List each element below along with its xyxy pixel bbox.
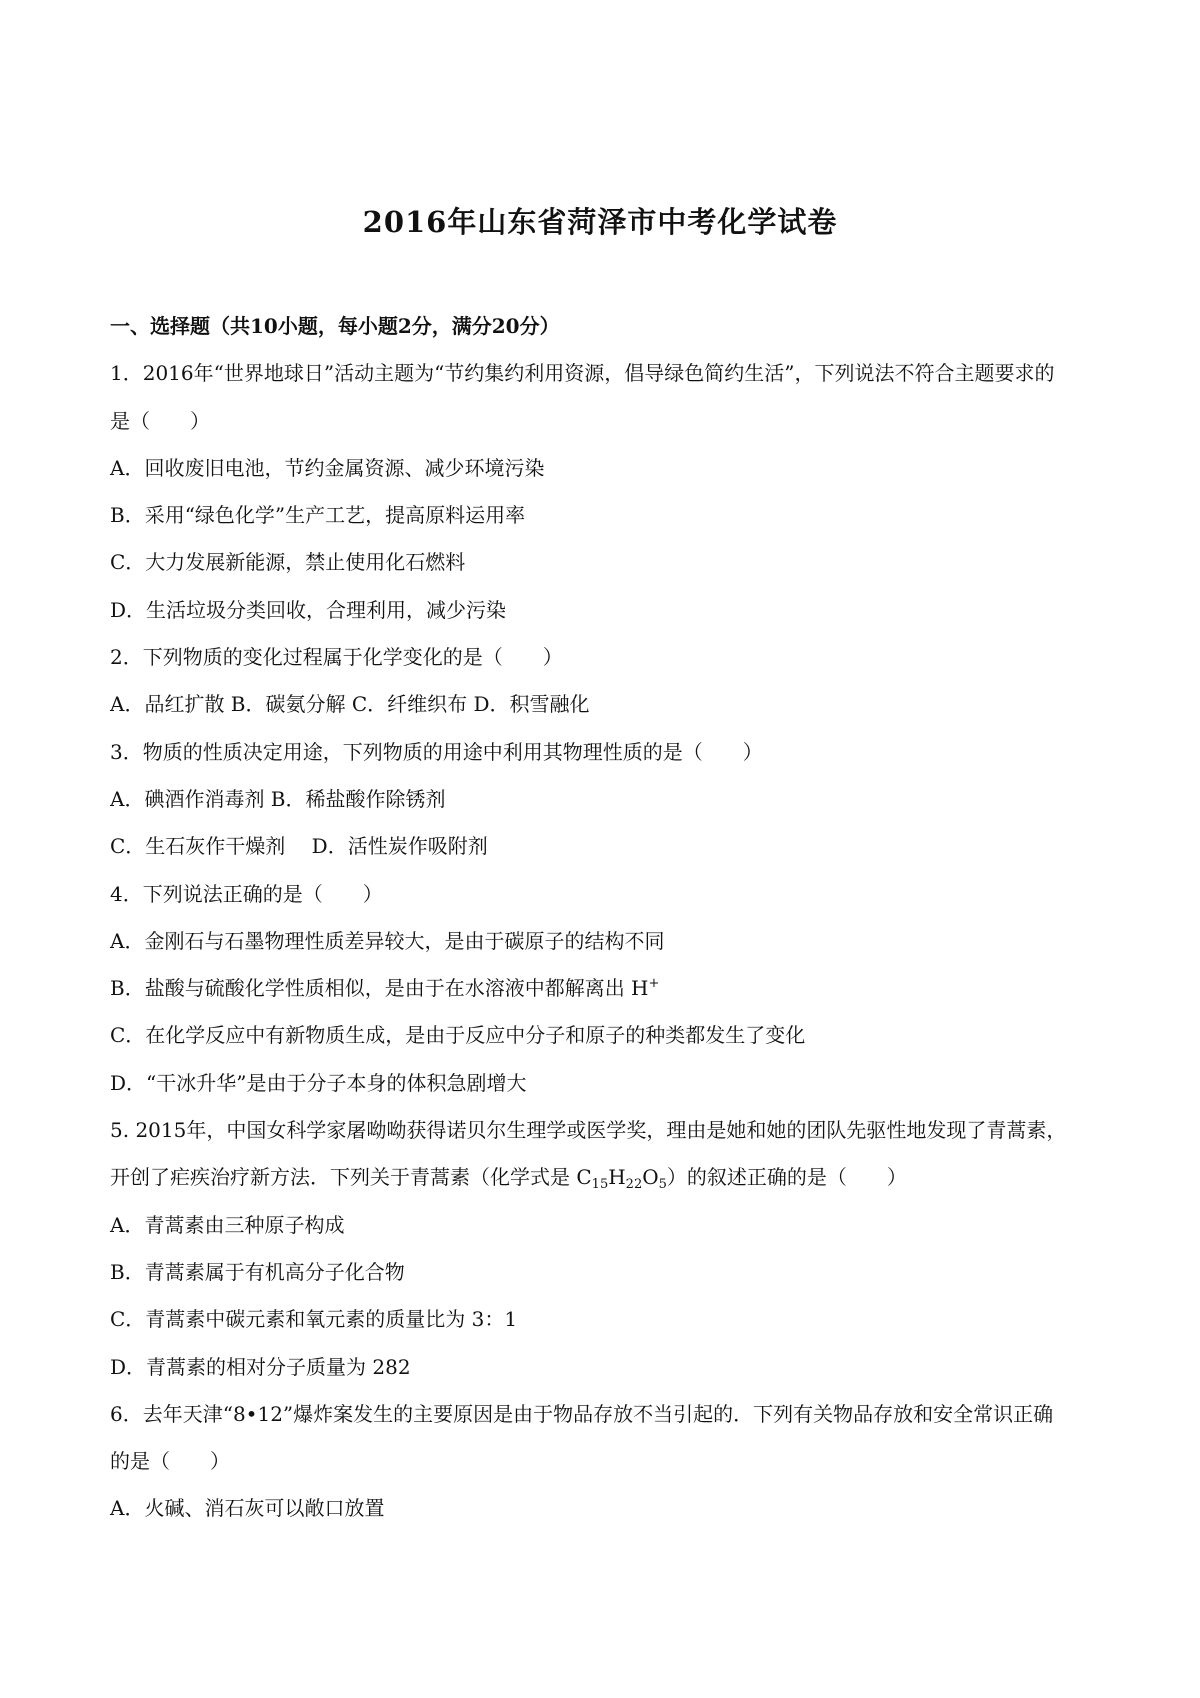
question-5-stem-post: ）的叙述正确的是（ ） (666, 1165, 907, 1190)
formula-sub-carbon: 15 (591, 1177, 609, 1193)
question-4-option-b-text: B．盐酸与硫酸化学性质相似，是由于在水溶液中都解离出 H (110, 976, 649, 1001)
question-1-stem: 1．2016年“世界地球日”活动主题为“节约集约利用资源，倡导绿色简约生活”，下列说法不符合主题要求的 (110, 361, 1055, 386)
question-4-option-b (110, 973, 1105, 1020)
question-3-stem: 3．物质的性质决定用途，下列物质的用途中利用其物理性质的是（ ） (110, 739, 763, 764)
formula-hydrogen: H (608, 1165, 626, 1190)
question-5-option-b: B．青蒿素属于有机高分子化合物 (110, 1259, 405, 1284)
question-4-option-d: D．“干冰升华”是由于分子本身的体积急剧增大 (110, 1070, 527, 1095)
question-3-options-cd: C．生石灰作干燥剂 D．活性炭作吸附剂 (110, 834, 488, 859)
question-5-stem-pre: 开创了疟疾治疗新方法．下列关于青蒿素（化学式是 C (110, 1165, 592, 1190)
question-4-option-a: A．金刚石与石墨物理性质差异较大，是由于碳原子的结构不同 (110, 928, 665, 953)
question-4-option-c: C．在化学反应中有新物质生成，是由于反应中分子和原子的种类都发生了变化 (110, 1023, 806, 1048)
question-5-option-d: D．青蒿素的相对分子质量为 282 (110, 1354, 411, 1379)
question-4-stem: 4．下列说法正确的是（ ） (110, 881, 383, 906)
formula-sub-hydrogen: 22 (625, 1177, 643, 1193)
hydrogen-ion-charge: + (648, 976, 660, 992)
question-5-stem: 5. 2015年，中国女科学家屠呦呦获得诺贝尔生理学或医学奖，理由是她和她的团队先驱性地发现了青蒿素， (110, 1118, 1067, 1143)
question-6-stem: 6．去年天津“8•12”爆炸案发生的主要原因是由于物品存放不当引起的．下列有关物品存放和安全常识正确 (110, 1401, 1054, 1426)
question-2-options: A．品红扩散 B．碳氨分解 C．纤维织布 D．积雪融化 (110, 692, 590, 717)
formula-sub-oxygen: 5 (658, 1177, 667, 1193)
question-1-option-a: A．回收废旧电池，节约金属资源、减少环境污染 (110, 455, 545, 480)
question-5-option-c: C．青蒿素中碳元素和氧元素的质量比为 3：1 (110, 1307, 518, 1332)
exam-content (110, 311, 1105, 1541)
question-3-options-ab: A．碘酒作消毒剂 B．稀盐酸作除锈剂 (110, 786, 446, 811)
question-6-option-a: A．火碱、消石灰可以敞口放置 (110, 1496, 385, 1521)
question-1-option-b: B．采用“绿色化学”生产工艺，提高原料运用率 (110, 503, 526, 528)
question-2-stem: 2．下列物质的变化过程属于化学变化的是（ ） (110, 645, 563, 670)
question-1-option-d: D．生活垃圾分类回收，合理利用，减少污染 (110, 597, 507, 622)
question-1-stem-cont: 是（ ） (110, 408, 210, 433)
page-title: 2016年山东省菏泽市中考化学试卷 (362, 205, 838, 239)
question-5-stem-cont (110, 1162, 1105, 1209)
question-1-option-c: C．大力发展新能源，禁止使用化石燃料 (110, 550, 466, 575)
question-6-stem-cont: 的是（ ） (110, 1449, 230, 1474)
formula-oxygen: O (642, 1165, 659, 1190)
section-heading: 一、选择题（共10小题，每小题2分，满分20分） (110, 314, 560, 338)
question-5-option-a: A．青蒿素由三种原子构成 (110, 1212, 345, 1237)
